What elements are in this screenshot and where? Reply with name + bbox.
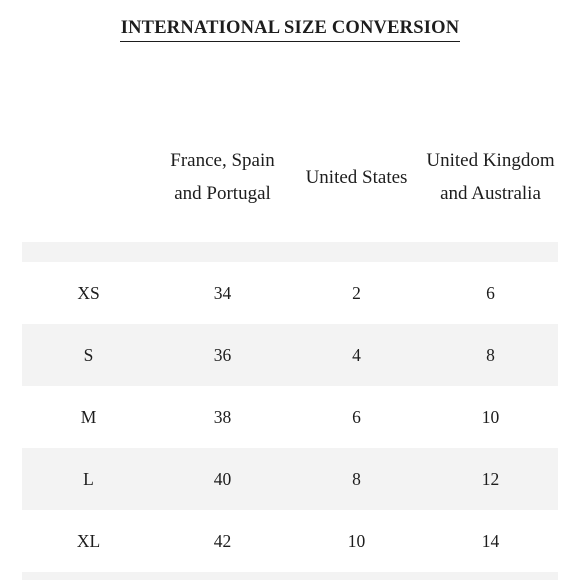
size-eu: 42: [213, 530, 232, 551]
page-title-text: INTERNATIONAL SIZE CONVERSION: [120, 16, 461, 42]
table-row: [22, 262, 558, 324]
size-label: S: [83, 344, 94, 365]
size-uk: 14: [481, 530, 500, 551]
size-label: XL: [76, 530, 101, 551]
table-divider: [22, 242, 558, 262]
size-eu: 34: [213, 282, 232, 303]
size-us: 8: [352, 468, 361, 489]
size-uk: 8: [486, 344, 495, 365]
size-label: XS: [77, 282, 100, 303]
table-header-row: [22, 112, 558, 242]
size-label: L: [83, 468, 94, 489]
header-france-spain-portugal: France, Spain and Portugal: [170, 150, 275, 204]
size-eu: 38: [213, 406, 232, 427]
size-uk: 12: [481, 468, 500, 489]
table-row: [22, 386, 558, 448]
size-uk: 6: [486, 282, 495, 303]
header-united-states: United States: [305, 166, 408, 188]
size-us: 10: [347, 530, 366, 551]
size-conversion-table: [22, 112, 558, 580]
size-uk: 10: [481, 406, 500, 427]
page-title: [0, 4, 580, 42]
size-eu: 36: [213, 344, 232, 365]
size-us: 6: [352, 406, 361, 427]
table-row: [22, 324, 558, 386]
header-uk-australia: United Kingdom and Australia: [426, 150, 555, 204]
table-row: [22, 510, 558, 572]
table-footer-strip: [22, 572, 558, 580]
size-label: M: [80, 406, 97, 427]
size-eu: 40: [213, 468, 232, 489]
size-us: 4: [352, 344, 361, 365]
table-row: [22, 448, 558, 510]
size-us: 2: [352, 282, 361, 303]
